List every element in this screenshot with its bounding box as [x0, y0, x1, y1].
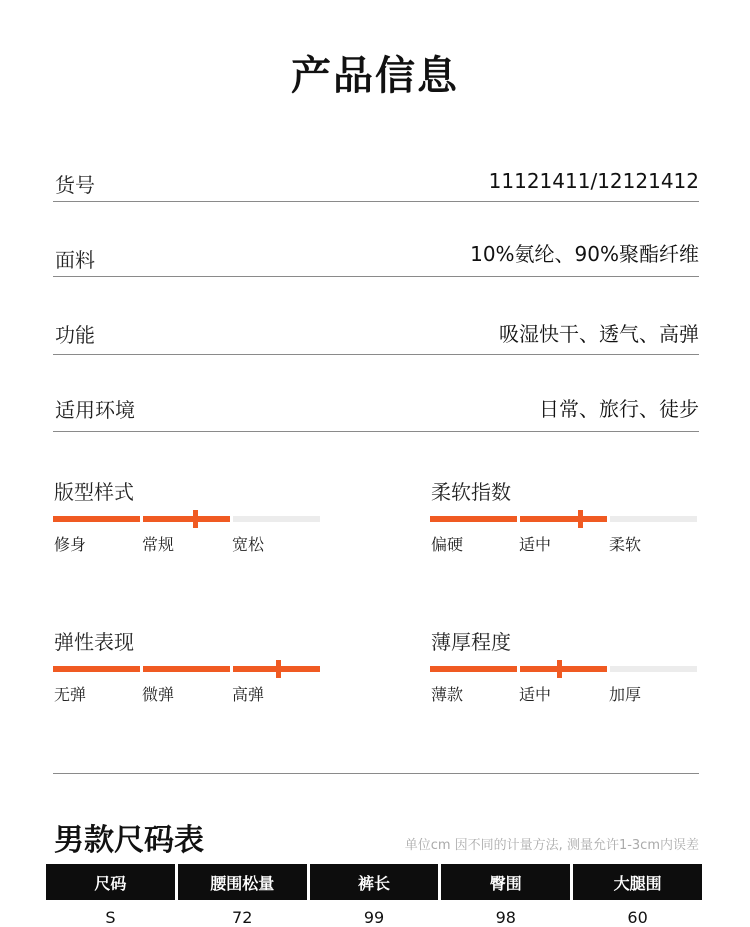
size-chart-note: 单位cm 因不同的计量方法, 测量允许1-3cm内误差	[404, 838, 699, 853]
scale-label: 常规	[142, 535, 175, 554]
spec-label: 功能	[55, 323, 95, 347]
scale-title: 柔软指数	[431, 480, 511, 504]
spec-row-function	[53, 277, 699, 355]
scale-label: 偏硬	[431, 535, 464, 554]
page-title: 产品信息	[291, 53, 459, 99]
scale-label: 无弹	[54, 685, 87, 704]
scale-segment	[233, 516, 320, 522]
scale-segment	[53, 666, 140, 672]
scale-title: 薄厚程度	[431, 630, 511, 654]
scale-segment	[430, 666, 517, 672]
scale-title: 版型样式	[54, 480, 134, 504]
size-table-header	[46, 864, 702, 900]
table-cell: S	[105, 907, 116, 927]
table-cell: 99	[363, 907, 385, 927]
table-cell: 98	[495, 907, 516, 927]
section-divider	[53, 773, 699, 774]
scale-label: 加厚	[609, 685, 642, 704]
spec-value: 吸湿快干、透气、高弹	[499, 322, 699, 346]
header-cell-thigh: 大腿围	[573, 864, 702, 900]
header-cell-size: 尺码	[46, 864, 175, 900]
table-cell: 60	[627, 907, 648, 927]
scale-label: 薄款	[431, 685, 464, 704]
fit-style-scale	[53, 476, 321, 586]
spec-value: 10%氨纶、90%聚酯纤维	[470, 242, 699, 266]
spec-label: 面料	[55, 248, 95, 272]
spec-label: 货号	[55, 173, 95, 197]
scale-title: 弹性表现	[54, 630, 134, 654]
scale-segment	[143, 516, 230, 522]
table-row	[46, 900, 702, 927]
spec-label: 适用环境	[55, 398, 135, 422]
scale-label: 修身	[54, 535, 87, 554]
spec-value: 日常、旅行、徒步	[539, 397, 699, 421]
thickness-scale	[430, 626, 698, 736]
scale-marker	[276, 660, 281, 678]
scale-marker	[193, 510, 198, 528]
scale-bar	[430, 666, 698, 672]
size-chart-title: 男款尺码表	[54, 823, 204, 858]
scale-label: 柔软	[609, 535, 642, 554]
elasticity-scale	[53, 626, 321, 736]
spec-value: 11121411/12121412	[488, 169, 699, 193]
scale-segment	[430, 516, 517, 522]
scale-label: 适中	[519, 685, 552, 704]
scale-bar	[430, 516, 698, 522]
size-table	[46, 864, 702, 927]
scale-bar	[53, 666, 321, 672]
scale-label: 高弹	[232, 685, 265, 704]
spec-row-fabric	[53, 202, 699, 277]
scale-segment	[610, 666, 697, 672]
header-cell-hip: 臀围	[441, 864, 570, 900]
spec-row-item-number	[53, 160, 699, 202]
spec-row-environment	[53, 355, 699, 432]
table-cell: 72	[232, 907, 253, 927]
scale-marker	[578, 510, 583, 528]
softness-scale	[430, 476, 698, 586]
scale-label: 适中	[519, 535, 552, 554]
scale-segment	[53, 516, 140, 522]
scale-label: 宽松	[232, 535, 265, 554]
scale-segment	[520, 666, 607, 672]
header-cell-waist: 腰围松量	[178, 864, 307, 900]
scale-segment	[520, 516, 607, 522]
scale-marker	[557, 660, 562, 678]
scale-segment	[610, 516, 697, 522]
scale-label: 微弹	[142, 685, 175, 704]
scale-bar	[53, 516, 321, 522]
header-cell-length: 裤长	[310, 864, 439, 900]
scale-segment	[143, 666, 230, 672]
